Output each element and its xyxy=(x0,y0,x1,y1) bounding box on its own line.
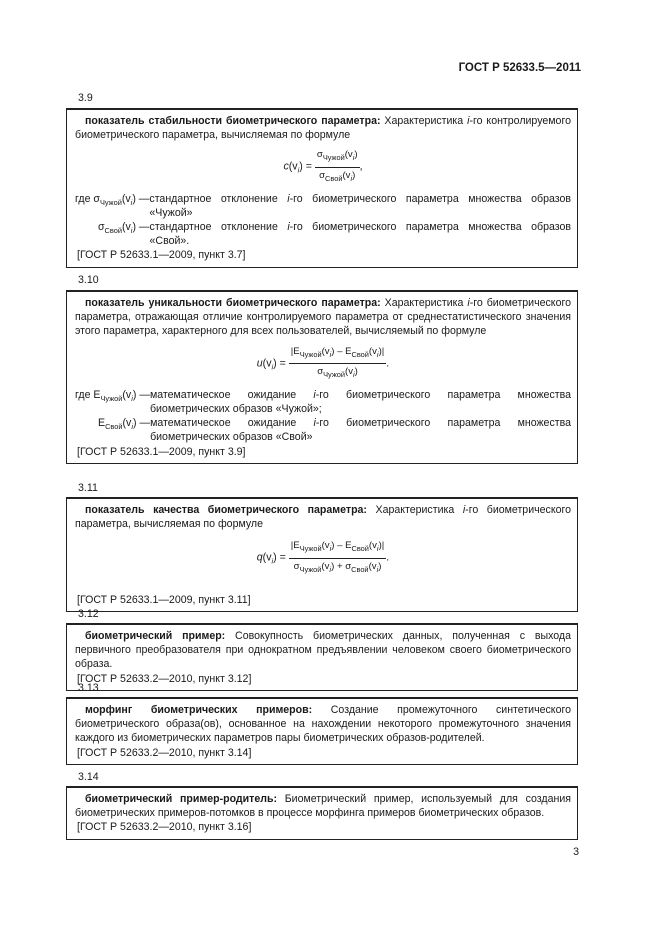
definition-text: показатель уникальности биометрического параметра: Характеристика i-го биометрического параметра, отражающая отличие контролируемого параметра от среднестатистического значения этого параметра, характерного для всех пользователей, вычисляемый по формуле xyxy=(75,297,571,338)
section-number: 3.9 xyxy=(78,92,93,104)
where-item: где $E_{Чужой}(v_i)$ — математическое ожидание i-го биометрического параметра множества биометрических образов «Чужой»; xyxy=(75,388,571,416)
formula: $c(v_i)$ = $\frac{\sigma_{Чужой}(v_i)}{\sigma_{Свой}(v_i)}$ , xyxy=(283,149,363,183)
definition-text: биометрический пример-родитель: Биометрический пример, используемый для создания биометрических примеров-потомков в процессе морфинга примеров биометрических образов. xyxy=(75,793,571,820)
reference: [ГОСТ Р 52633.2—2010, пункт 3.16] xyxy=(77,821,252,834)
where-item: где $\sigma_{Чужой}(v_i)$ — стандартное отклонение i-го биометрического параметра множества образов «Чужой» xyxy=(75,192,571,219)
where-item: $\sigma_{Свой}(v_i)$ — стандартное отклонение i-го биометрического параметра множества образов «Свой». xyxy=(98,221,571,248)
document-header: ГОСТ Р 52633.5—2011 xyxy=(458,62,581,74)
definition-text: показатель качества биометрического параметра: Характеристика i-го биометрического параметра, вычисляемая по формуле xyxy=(75,504,571,531)
definition-text: морфинг биометрических примеров: Создание промежуточного синтетического биометрического образа(ов), основанное на нахождении некоторого промежуточного значения каждого из биометрических параметров пары биометрических образов-родителей. xyxy=(75,704,571,745)
reference: [ГОСТ Р 52633.1—2009, пункт 3.7] xyxy=(77,249,246,262)
term: показатель стабильности биометрического параметра: xyxy=(85,115,381,127)
section-number: 3.12 xyxy=(78,608,99,620)
reference: [ГОСТ Р 52633.1—2009, пункт 3.9] xyxy=(77,445,246,458)
definition-box-3-11 xyxy=(66,497,578,612)
reference: [ГОСТ Р 52633.2—2010, пункт 3.12] xyxy=(77,672,252,685)
formula: $q(v_i)$ = $\frac{|E_{Чужой}(v_i) - E_{Свой}(v_i)|}{\sigma_{Чужой}(v_i) + \sigma_{Свой}(v_i)}$ . xyxy=(256,540,390,574)
reference: [ГОСТ Р 52633.2—2010, пункт 3.14] xyxy=(77,746,252,759)
section-number: 3.11 xyxy=(78,482,98,494)
where-item: $E_{Свой}(v_i)$ — математическое ожидание i-го биометрического параметра множества биометрических образов «Свой» xyxy=(98,417,571,444)
definition-box-3-13 xyxy=(66,697,578,765)
definition-text: показатель стабильности биометрического параметра: Характеристика i-го контролируемого биометрического параметра, вычисляемая по формуле xyxy=(75,115,571,142)
section-number: 3.14 xyxy=(78,771,99,783)
reference: [ГОСТ Р 52633.1—2009, пункт 3.11] xyxy=(77,593,251,606)
definition-box-3-10 xyxy=(66,290,578,464)
definition-text: биометрический пример: Совокупность биометрических данных, полученная с выхода первичного преобразователя при однократном предъявлении человеком своего биометрического образа. xyxy=(75,630,571,671)
definition-box-3-12 xyxy=(66,623,578,691)
formula: $u(v_i)$ = $\frac{|E_{Чужой}(v_i) - E_{Свой}(v_i)|}{\sigma_{Чужой}(v_i)}$ . xyxy=(256,345,390,379)
page-number: 3 xyxy=(573,846,579,858)
section-number: 3.10 xyxy=(78,274,99,286)
definition-box-3-14 xyxy=(66,786,578,840)
definition-box-3-9 xyxy=(66,108,578,268)
section-number: 3.13 xyxy=(78,682,99,694)
